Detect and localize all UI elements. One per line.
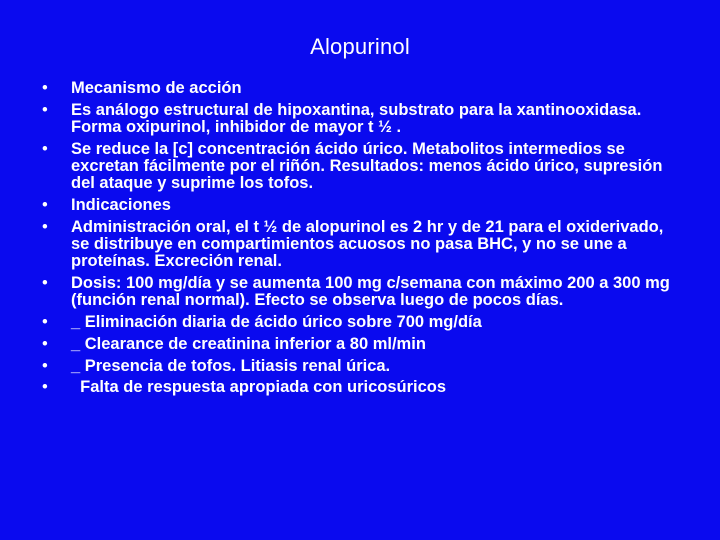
bullet-item-eliminacion [40, 314, 680, 331]
bullet-item-dosis [40, 275, 680, 309]
bullet-text: Es análogo estructural de hipoxantina, substrato para la xantinooxidasa. Forma oxipurinol, inhibidor de mayor t ½ . [71, 100, 646, 136]
bullet-text: _ Presencia de tofos. Litiasis renal úrica. [71, 356, 391, 375]
bullet-icon: • [42, 79, 48, 97]
bullet-text: _ Eliminación diaria de ácido úrico sobre 700 mg/día [71, 313, 482, 331]
bullet-item-falta-respuesta [40, 379, 680, 396]
bullet-icon: • [42, 334, 48, 353]
bullet-icon: • [42, 313, 48, 331]
bullet-text: Se reduce la [c] concentración ácido úrico. Metabolitos intermedios se excretan fácilmente por el riñón. Resultados: menos ácido úrico, supresión del ataque y suprime los tofos. [71, 139, 667, 193]
bullet-icon: • [42, 356, 48, 375]
bullet-icon: • [42, 100, 48, 119]
bullet-text: Administración oral, el t ½ de alopurinol es 2 hr y de 21 para el oxiderivado, se distribuye en compartimientos acuosos no pasa BHC, y no se une a proteínas. Excreción renal. [71, 217, 668, 271]
bullet-icon: • [42, 139, 48, 158]
bullet-text: _ Clearance de creatinina inferior a 80 ml/min [71, 334, 426, 353]
bullet-list [40, 80, 680, 401]
bullet-item-analogo [40, 102, 680, 136]
bullet-text: Indicaciones [71, 196, 171, 214]
bullet-text: Mecanismo de acción [71, 79, 242, 97]
bullet-text: Falta de respuesta apropiada con uricosúricos [71, 378, 447, 397]
bullet-item-tofos [40, 358, 680, 375]
bullet-item-mecanismo [40, 80, 680, 97]
bullet-icon: • [42, 217, 48, 236]
bullet-item-indicaciones [40, 197, 680, 214]
bullet-item-clearance [40, 336, 680, 353]
bullet-item-administracion [40, 219, 680, 271]
bullet-icon: • [42, 274, 48, 292]
bullet-icon: • [42, 196, 48, 214]
slide-title: Alopurinol [310, 34, 410, 59]
bullet-icon: • [42, 378, 48, 397]
bullet-item-reduce [40, 141, 680, 193]
bullet-text: Dosis: 100 mg/día y se aumenta 100 mg c/semana con máximo 200 a 300 mg (función renal normal). Efecto se observa luego de pocos días. [71, 274, 675, 310]
